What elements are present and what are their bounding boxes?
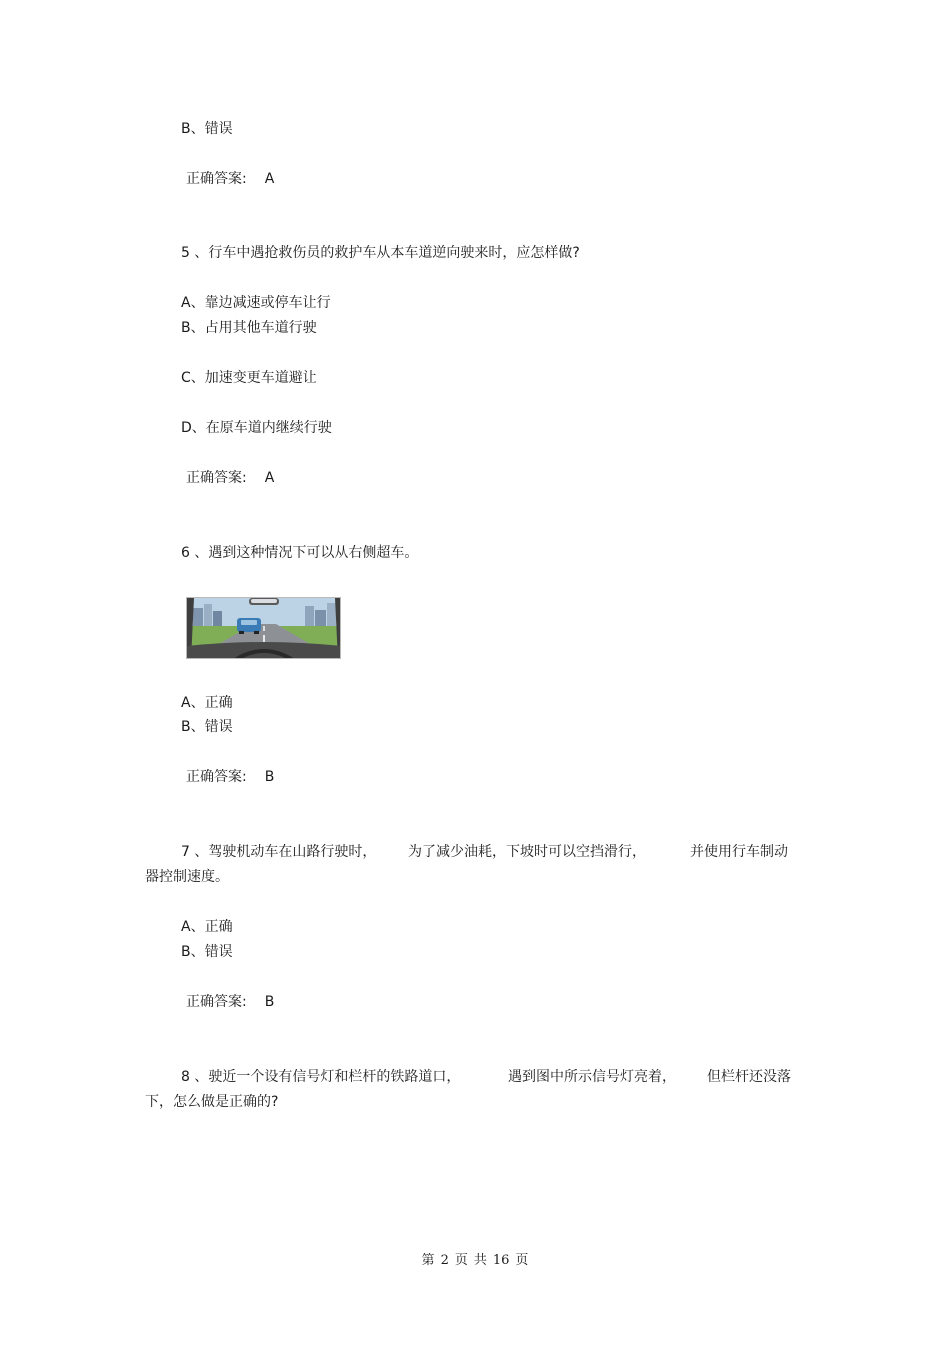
question-7-text-part1: 7 、驾驶机动车在山路行驶时，	[181, 844, 377, 860]
question-8-text-line2: 下，怎么做是正确的?	[145, 1094, 279, 1110]
footer-word-di: 第	[421, 1253, 435, 1268]
question-7-text-part3: 并使用行车制动	[690, 844, 788, 860]
footer-word-gong: 共	[473, 1253, 487, 1268]
q5-answer	[186, 468, 274, 488]
question-8-text-part1: 8 、驶近一个设有信号灯和栏杆的铁路道口，	[181, 1069, 461, 1085]
question-7-text-line2: 器控制速度。	[145, 869, 229, 885]
question-8-text-part3: 但栏杆还没落	[707, 1069, 791, 1085]
q5-option-a: A、靠边减速或停车让行	[181, 295, 331, 311]
q7-option-a: A、正确	[181, 919, 233, 935]
answer-value: A	[264, 470, 275, 486]
footer-page-number: 2	[440, 1253, 449, 1268]
q6-option-b: B、错误	[181, 719, 233, 735]
answer-label: 正确答案:	[186, 769, 247, 785]
footer-total-pages: 16	[492, 1253, 510, 1268]
answer-value: B	[264, 769, 275, 785]
page-footer	[0, 1252, 950, 1270]
question-7-text-part2: 为了减少油耗，下坡时可以空挡滑行，	[408, 844, 646, 860]
q7-option-b: B、错误	[181, 944, 233, 960]
answer-value: A	[264, 171, 275, 187]
answer-label: 正确答案:	[186, 470, 247, 486]
prev-option-b: B、错误	[181, 121, 233, 137]
q5-option-c: C、加速变更车道避让	[181, 370, 317, 386]
question-5-text: 5 、行车中遇抢救伤员的救护车从本车道逆向驶来时，应怎样做?	[181, 245, 580, 261]
q5-option-d: D、在原车道内继续行驶	[181, 420, 332, 436]
answer-label: 正确答案:	[186, 171, 247, 187]
driver-view-road-scene-icon	[186, 597, 341, 659]
answer-label: 正确答案:	[186, 994, 247, 1010]
question-8-text-part2: 遇到图中所示信号灯亮着，	[508, 1069, 676, 1085]
q5-option-b: B、占用其他车道行驶	[181, 320, 317, 336]
q6-option-a: A、正确	[181, 695, 233, 711]
q7-answer	[186, 992, 274, 1012]
answer-value: B	[264, 994, 275, 1010]
prev-answer	[186, 169, 274, 189]
footer-word-ye-2: 页	[515, 1253, 529, 1268]
q6-answer	[186, 767, 274, 787]
question-6-text: 6 、遇到这种情况下可以从右侧超车。	[181, 545, 419, 561]
footer-word-ye: 页	[454, 1253, 468, 1268]
